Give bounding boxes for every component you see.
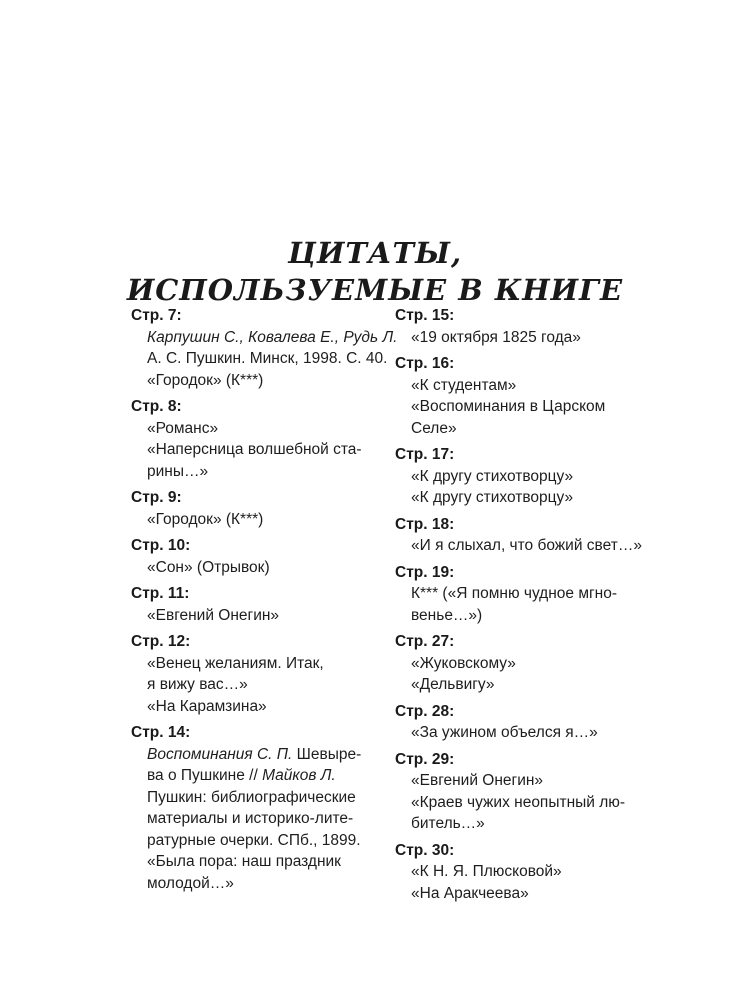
citation-text: «На Карамзина» — [147, 697, 267, 715]
citation-entry — [131, 535, 376, 578]
citation-text: Шевыре- — [292, 745, 362, 763]
citation-text: «И я слыхал, что божий свет…» — [411, 537, 642, 554]
citation-line — [131, 787, 376, 809]
citation-line — [395, 883, 635, 905]
citation-entry — [131, 722, 376, 894]
citation-line — [131, 348, 388, 370]
citation-line — [131, 509, 376, 531]
citation-entry — [395, 562, 635, 627]
citation-line — [395, 418, 635, 440]
citation-line — [395, 861, 635, 883]
citation-line — [395, 674, 635, 696]
citation-text: я вижу вас…» — [147, 676, 248, 693]
citation-text: «Городок» (К***) — [147, 510, 264, 528]
citation-entry — [131, 631, 376, 717]
citation-text: «За ужином объелся я…» — [411, 724, 598, 741]
citation-line — [395, 375, 635, 397]
citation-text: «К студентам» — [411, 376, 517, 394]
citation-text: «Городок» (К***) — [147, 371, 264, 389]
citation-line — [131, 370, 376, 392]
citation-text: рины…» — [147, 462, 209, 480]
citation-text: «Жуковскому» — [411, 654, 516, 672]
citation-line — [131, 873, 376, 895]
citation-text: К*** («Я помню чудное мгно- — [411, 585, 617, 602]
citation-text: Пушкин: библиографические — [147, 788, 356, 806]
citation-entry — [131, 583, 376, 626]
citation-line — [395, 583, 635, 605]
citation-page-number: Стр. 29: — [395, 750, 455, 768]
citation-line — [395, 792, 635, 814]
citation-text: венье…») — [411, 606, 483, 624]
citation-page-number: Стр. 19: — [395, 563, 455, 581]
citation-line — [395, 535, 642, 557]
citation-line — [131, 696, 376, 718]
citation-page-number: Стр. 12: — [131, 633, 191, 650]
citation-line — [131, 418, 376, 440]
citation-text: материалы и историко-лите- — [147, 810, 354, 827]
citation-line — [131, 808, 376, 830]
citation-entry — [131, 396, 376, 482]
citation-line — [395, 813, 635, 835]
citation-text: «К другу стихотворцу» — [411, 467, 574, 485]
citation-entry — [395, 444, 635, 509]
citation-entry — [131, 305, 398, 391]
citation-source-italic: Карпушин С., Ковалева Е., Рудь Л. — [147, 328, 398, 346]
citation-text: Селе» — [411, 419, 457, 437]
citation-line — [131, 439, 376, 461]
citation-text: «Воспоминания в Царском — [411, 398, 606, 415]
citation-text: «Романс» — [147, 419, 219, 437]
quotes-column-right — [395, 305, 642, 909]
citation-text: «Сон» (Отрывок) — [147, 558, 270, 576]
citation-source-italic: Майков Л. — [262, 767, 336, 784]
citation-text: А. С. Пушкин. Минск, 1998. С. 40. — [147, 350, 388, 367]
citation-text: «К другу стихотворцу» — [411, 489, 574, 506]
citation-entry — [131, 487, 376, 530]
citation-page-number: Стр. 8: — [131, 398, 182, 415]
citation-entry — [395, 353, 635, 439]
citation-text: «На Аракчеева» — [411, 884, 529, 902]
citation-line — [395, 722, 635, 744]
citation-text: битель…» — [411, 815, 485, 832]
citation-page-number: Стр. 17: — [395, 446, 455, 463]
citation-text: ратурные очерки. СПб., 1899. — [147, 831, 361, 849]
citation-line — [131, 557, 376, 579]
citation-text: «Евгений Онегин» — [411, 772, 544, 789]
quotes-column-left — [131, 305, 398, 899]
citation-page-number: Стр. 28: — [395, 702, 455, 720]
citation-text: молодой…» — [147, 874, 234, 892]
citation-line — [131, 605, 376, 627]
citation-entry — [395, 514, 642, 557]
citation-line — [395, 396, 635, 418]
citation-entry — [395, 701, 635, 744]
citation-text: ва о Пушкине // — [147, 767, 263, 784]
citation-line — [131, 830, 376, 852]
citation-line — [395, 466, 635, 488]
citation-page-number: Стр. 11: — [131, 585, 190, 602]
citation-page-number: Стр. 16: — [395, 355, 455, 372]
citation-page-number: Стр. 10: — [131, 537, 191, 554]
citation-page-number: Стр. 30: — [395, 841, 455, 859]
citation-text: «К Н. Я. Плюсковой» — [411, 863, 562, 880]
citation-line — [395, 487, 635, 509]
citation-line — [131, 851, 376, 873]
citation-page-number: Стр. 7: — [131, 307, 182, 324]
citation-page-number: Стр. 18: — [395, 515, 455, 533]
citation-page-number: Стр. 27: — [395, 633, 455, 650]
citation-line — [131, 765, 376, 787]
citation-text: «Наперсница волшебной ста- — [147, 441, 362, 458]
citation-text: «Дельвигу» — [411, 676, 495, 693]
citation-line — [131, 327, 398, 349]
citation-text: «Венец желаниям. Итак, — [147, 654, 324, 672]
title-line-2: ИСПОЛЬЗУЕМЫЕ В КНИГЕ — [126, 273, 624, 308]
citation-line — [395, 653, 635, 675]
citation-line — [131, 744, 376, 766]
citation-text: «Краев чужих неопытный лю- — [411, 793, 626, 811]
citation-source-italic: Воспоминания С. П. — [147, 745, 293, 763]
citation-entry — [395, 631, 635, 696]
citation-line — [131, 461, 376, 483]
citation-entry — [395, 305, 635, 348]
citation-text: «19 октября 1825 года» — [411, 328, 581, 346]
citation-line — [131, 653, 376, 675]
citation-line — [131, 674, 376, 696]
citation-line — [395, 770, 635, 792]
citation-line — [395, 327, 635, 349]
citation-page-number: Стр. 9: — [131, 489, 182, 506]
citation-entry — [395, 840, 635, 905]
citation-text: «Была пора: наш праздник — [147, 853, 341, 870]
citation-page-number: Стр. 15: — [395, 307, 455, 324]
citation-line — [395, 605, 635, 627]
title-line-1: ЦИТАТЫ, — [287, 236, 463, 271]
citation-page-number: Стр. 14: — [131, 724, 191, 741]
citation-text: «Евгений Онегин» — [147, 606, 280, 624]
page-title — [0, 235, 750, 309]
citation-entry — [395, 749, 635, 835]
